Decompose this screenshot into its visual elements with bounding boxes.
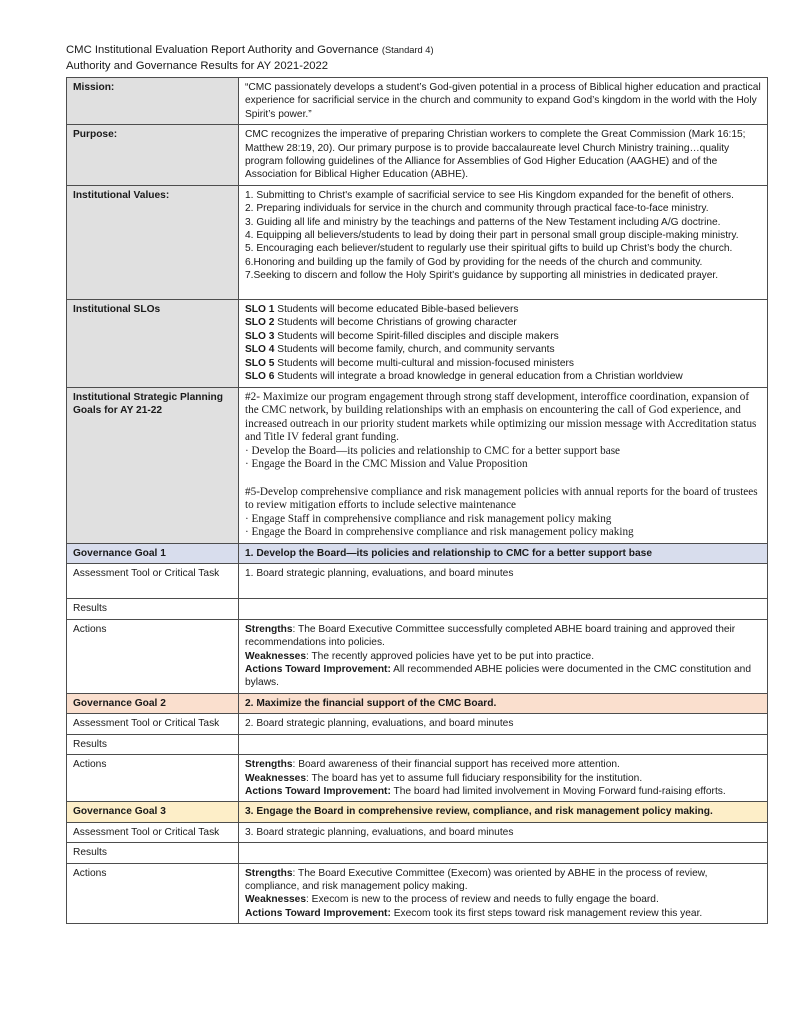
weaknesses-label: Weaknesses [245,894,306,906]
table-row-assessment-tool [67,714,768,734]
values-list [239,185,768,299]
goal1-actions-content [239,619,768,693]
table-row-actions [67,863,768,924]
document-title-main: CMC Institutional Evaluation Report Authority and Governance [66,44,379,56]
strategic-goal5-bullet: · Engage the Board in comprehensive compliance and risk management policy making [245,526,634,539]
table-row-goal-header [67,802,768,822]
strategic-goal5-paragraph: #5-Develop comprehensive compliance and risk management policies with annual reports for the board of trustees to review mitigation efforts to include selective maintenance [245,485,758,512]
strategic-goal2-bullet: · Engage the Board in the CMC Mission and Value Proposition [245,458,528,471]
goal1-header-text: 1. Develop the Board—its policies and relationship to CMC for a better support base [239,544,768,564]
weaknesses-label: Weaknesses [245,772,306,784]
values-item: 2. Preparing individuals for service in the church and community through practical face-to-face ministry. [245,203,709,215]
goal3-header-text: 3. Engage the Board in comprehensive review, compliance, and risk management policy making. [239,802,768,822]
goal3-improvement [245,907,762,920]
table-row-mission [67,78,768,125]
goal2-actions-label: Actions [67,755,239,802]
slo-item [245,330,762,343]
document-title [66,42,767,58]
table-row-assessment-tool [67,822,768,842]
weaknesses-text: : The recently approved policies have yet to be put into practice. [305,650,595,662]
goal3-actions-content [239,863,768,924]
table-row-results [67,843,768,863]
slo-code: SLO 1 [245,304,275,316]
strengths-text: : The Board Executive Committee (Execom) was oriented by ABHE in the process of review, compliance, and risk management policy making. [245,867,708,892]
improvement-label: Actions Toward Improvement: [245,907,391,919]
table-row-institutional-values [67,185,768,299]
improvement-text: The board had limited involvement in Moving Forward fund-raising efforts. [390,785,726,797]
slo-code: SLO 2 [245,317,275,329]
strategic-goal2-bullet: · Develop the Board—its policies and relationship to CMC for a better support base [245,444,621,457]
goal2-header-label: Governance Goal 2 [67,693,239,713]
purpose-text: CMC recognizes the imperative of preparing Christian workers to complete the Great Commission (Mark 16:15; Matthew 28:19, 20). Our primary purpose is to provide baccalaureate level Church Ministry training…quality program following guidelines of the Alliance for Assemblies of God Higher Education (AAGHE) and of the Association for Biblical Higher Education (ABHE). [239,125,768,186]
goal1-improvement [245,663,762,690]
document-title-standard: (Standard 4) [381,45,434,55]
table-row-assessment-tool [67,564,768,599]
values-item: 1. Submitting to Christ's example of sacrificial service to see His Kingdom expanded for the benefit of others. [245,189,734,201]
table-row-results [67,734,768,754]
table-row-goal-header [67,693,768,713]
goal1-strengths [245,623,762,650]
weaknesses-label: Weaknesses [245,650,306,662]
table-row-goal-header [67,544,768,564]
goal1-results-label: Results [67,599,239,619]
slo-text: Students will integrate a broad knowledge in general education from a Christian worldview [274,371,683,383]
governance-report-table [66,77,768,924]
table-row-institutional-slos [67,300,768,387]
goal1-assessment-text: 1. Board strategic planning, evaluations, and board minutes [239,564,768,599]
goal2-strengths [245,758,762,771]
strengths-text: : The Board Executive Committee successfully completed ABHE board training and approved their recommendations into policies. [245,623,736,649]
strengths-label: Strengths [245,759,293,771]
strategic-label: Institutional Strategic Planning Goals for AY 21-22 [67,387,239,544]
table-row-actions [67,619,768,693]
improvement-text: All recommended ABHE policies were documented in the CMC constitution and bylaws. [245,664,752,689]
slo-text: Students will become family, church, and community servants [274,344,555,356]
strengths-label: Strengths [245,623,293,635]
slo-item [245,357,762,370]
slo-text: Students will become Spirit-filled disciples and disciple makers [274,330,559,342]
strategic-goal5-bullet: · Engage Staff in comprehensive compliance and risk management policy making [245,512,612,525]
slo-text: Students will become Christians of growing character [274,317,517,329]
weaknesses-text: : Execom is new to the process of review and needs to fully engage the board. [305,894,659,906]
goal3-weaknesses [245,893,762,906]
strengths-label: Strengths [245,867,293,879]
improvement-text: Execom took its first steps toward risk management review this year. [390,907,703,919]
goal1-header-label: Governance Goal 1 [67,544,239,564]
values-label: Institutional Values: [67,185,239,299]
table-row-strategic-planning [67,387,768,544]
goal3-header-label: Governance Goal 3 [67,802,239,822]
slo-item [245,303,762,316]
improvement-label: Actions Toward Improvement: [245,785,391,797]
table-row-purpose [67,125,768,186]
mission-label: Mission: [67,78,239,125]
values-item: 4. Equipping all believers/students to lead by doing their part in personal small group disciple-making ministry. [245,230,739,242]
strategic-content [239,387,768,544]
goal3-strengths [245,867,762,894]
slo-code: SLO 3 [245,330,275,342]
strategic-goal2-paragraph: #2- Maximize our program engagement through strong staff development, interoffice coordination, expansion of the CMC network, by building relationships with an emphasis on encountering the call of God experience, and increased outreach in our priority student markets while optimizing our mission message with Accreditation status and Title IV federal grant funding. [245,390,757,444]
goal2-assessment-label: Assessment Tool or Critical Task [67,714,239,734]
goal3-results-text [239,843,768,863]
goal2-header-text: 2. Maximize the financial support of the CMC Board. [239,693,768,713]
slos-list [239,300,768,387]
goal2-improvement [245,785,762,798]
goal2-results-text [239,734,768,754]
values-item: 3. Guiding all life and ministry by the teachings and patterns of the New Testament including A/G doctrine. [245,216,721,228]
slo-item [245,370,762,383]
goal2-assessment-text: 2. Board strategic planning, evaluations, and board minutes [239,714,768,734]
slo-code: SLO 5 [245,357,275,369]
goal1-results-text [239,599,768,619]
mission-text: “CMC passionately develops a student’s God-given potential in a process of Biblical higher education and practical experience for sacrificial service in the church and community to expand God’s kingdom in the world with the Holy Spirit’s power.” [239,78,768,125]
goal1-actions-label: Actions [67,619,239,693]
values-item: 5. Encouraging each believer/student to regularly use their spiritual gifts to build up Christ’s body the church. [245,243,733,255]
goal1-weaknesses [245,650,762,663]
table-row-actions [67,755,768,802]
strengths-text: : Board awareness of their financial support has received more attention. [292,759,620,771]
slo-item [245,343,762,356]
goal3-actions-label: Actions [67,863,239,924]
values-item: 7.Seeking to discern and follow the Holy Spirit's guidance by supporting all ministries in dedicated prayer. [245,270,719,282]
slos-label: Institutional SLOs [67,300,239,387]
goal2-results-label: Results [67,734,239,754]
weaknesses-text: : The board has yet to assume full fiduciary responsibility for the institution. [305,772,643,784]
improvement-label: Actions Toward Improvement: [245,664,391,676]
slo-text: Students will become multi-cultural and mission-focused ministers [274,357,574,369]
document-subtitle: Authority and Governance Results for AY 2021-2022 [66,60,329,72]
purpose-label: Purpose: [67,125,239,186]
strategic-spacer [245,472,762,486]
values-item: 6.Honoring and building up the family of God by providing for the needs of the church and community. [245,256,703,268]
goal2-weaknesses [245,772,762,785]
goal3-assessment-label: Assessment Tool or Critical Task [67,822,239,842]
slo-code: SLO 4 [245,344,275,356]
slo-code: SLO 6 [245,371,275,383]
values-spacer [245,283,762,296]
goal1-assessment-label: Assessment Tool or Critical Task [67,564,239,599]
table-row-results [67,599,768,619]
goal2-actions-content [239,755,768,802]
goal3-assessment-text: 3. Board strategic planning, evaluations, and board minutes [239,822,768,842]
goal3-results-label: Results [67,843,239,863]
slo-text: Students will become educated Bible-based believers [274,304,519,316]
slo-item [245,316,762,329]
